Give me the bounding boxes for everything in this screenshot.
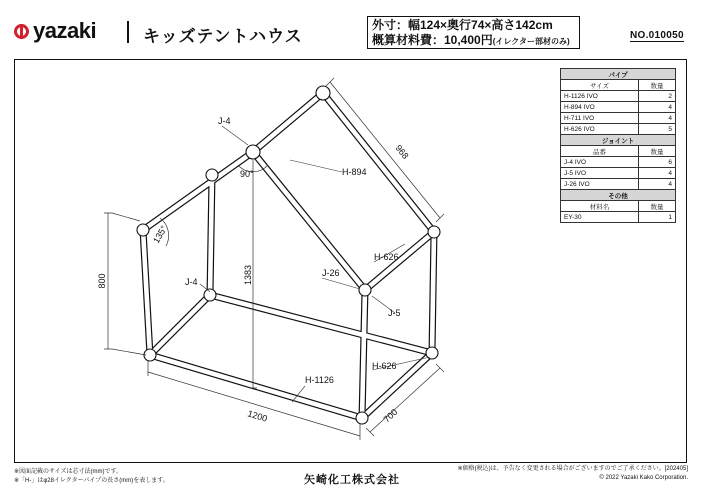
table-row: H-1126 IVO 2	[561, 91, 676, 102]
section-other-title: その他	[561, 190, 676, 201]
joint-front-right-eave	[359, 284, 371, 296]
table-row: J-5 IVO 4	[561, 168, 676, 179]
label-j4-top: J-4	[218, 116, 231, 126]
parts-table	[560, 68, 676, 223]
label-h626-upper: H-626	[374, 252, 399, 262]
table-row: J-4 IVO 6	[561, 157, 676, 168]
footer-notice	[458, 465, 688, 483]
table-row: J-26 IVO 4	[561, 179, 676, 190]
label-depth-700: 700	[381, 406, 400, 425]
label-h1126: H-1126	[305, 375, 334, 385]
joint-front-ridge	[246, 145, 260, 159]
label-height-1383: 1383	[243, 264, 253, 286]
table-row: EY-30 1	[561, 212, 676, 223]
label-angle-90: 90°	[240, 169, 254, 179]
label-width-1200: 1200	[246, 408, 269, 424]
footnote-pipe-length: ※「H-」はφ28イレクターパイプの長さ(mm)を表します。	[14, 478, 169, 484]
footnote-dimensions: ※図面記載のサイズは芯寸法(mm)です。	[14, 469, 123, 475]
joint-back-left-bottom	[204, 289, 216, 301]
label-ridge-968: 968	[393, 142, 411, 161]
section-joint-title: ジョイント	[561, 135, 676, 146]
joint-back-left-eave	[206, 169, 218, 181]
label-h894: H-894	[342, 167, 367, 177]
label-h626-lower: H-626	[372, 361, 397, 371]
joint-back-ridge	[316, 86, 330, 100]
table-row: H-894 IVO 4	[561, 102, 676, 113]
spec-cost-main: 概算材料費：10,400円	[372, 33, 493, 47]
other-header-row: 材料名 数量	[561, 201, 676, 212]
model-number: NO.010050	[630, 30, 684, 41]
joint-back-right-eave	[428, 226, 440, 238]
product-title: キッズテントハウス	[143, 27, 303, 46]
spec-cost-note: (イレクター部材のみ)	[492, 37, 570, 46]
spec-size: 外寸：幅124×奥行74×高さ142cm	[372, 18, 553, 32]
label-j5: J-5	[388, 308, 401, 318]
copyright: © 2022 Yazaki Kako Corporation.	[599, 475, 688, 481]
brand-name: yazaki	[33, 18, 97, 43]
table-row: H-626 IVO 5	[561, 124, 676, 135]
label-angle-135: 135°	[151, 223, 170, 245]
section-pipe-title: パイプ	[561, 69, 676, 80]
label-j4-mid: J-4	[185, 277, 198, 287]
joint-front-right-bottom	[356, 412, 368, 424]
joint-front-left-eave	[137, 224, 149, 236]
label-height-800: 800	[97, 273, 107, 289]
company-name: 矢崎化工株式会社	[304, 474, 400, 486]
pipe-header-row: サイズ 数量	[561, 80, 676, 91]
joint-header-row: 品番 数量	[561, 146, 676, 157]
table-row: H-711 IVO 4	[561, 113, 676, 124]
price-notice: ※価格(税込)は、予告なく変更される場合がございますのでご了承ください。[202405]	[457, 466, 688, 472]
label-j26: J-26	[322, 268, 340, 278]
